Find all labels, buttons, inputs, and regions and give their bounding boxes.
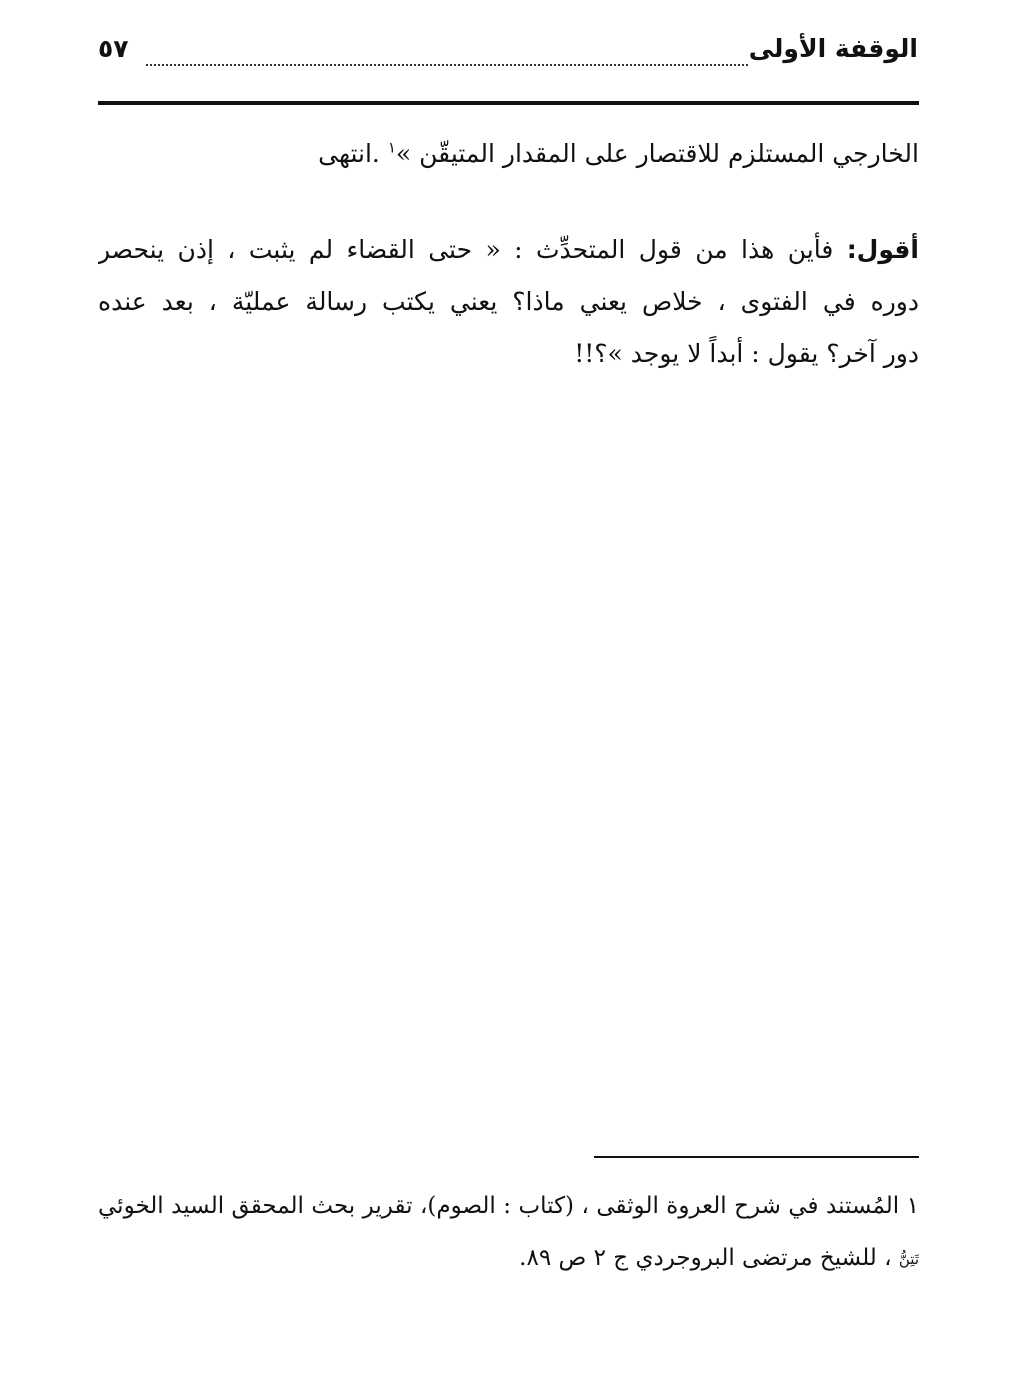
footnote-line-2 [98,1232,919,1284]
footnote-line-1: ١ المُستند في شرح العروة الوثقى ، (كتاب : الصوم)، تقرير بحث المحقق السيد الخوئي [98,1193,919,1219]
paragraph-gap [98,180,919,224]
page-number: ٥٧ [98,34,129,63]
quote-end-text: الخارجي المستلزم للاقتصار على المقدار المتيقّن » [395,139,919,168]
honorific-seal-icon: تَتِنُّ [898,1249,919,1268]
paragraph-2-line-1 [98,224,919,276]
paragraph-2-line-1-text: فأين هذا من قول المتحدِّث : « حتى القضاء لم يثبت ، إذن ينحصر [98,235,847,264]
header-rule [98,101,919,105]
paragraph-1-end: .انتهى [318,139,380,168]
footnote-reference: ١ [387,138,396,157]
paragraph-lead-word: أقول: [846,235,919,264]
paragraph-2-line-2: دوره في الفتوى ، خلاص يعني ماذا؟ يعني يكتب رسالة عمليّة ، بعد عنده [98,287,919,316]
paragraph-1-line-1 [98,128,919,180]
paragraph-2-line-3: دور آخر؟ يقول : أبداً لا يوجد »؟!! [574,339,919,368]
footnote-separator [594,1156,919,1158]
header-dot-leader [146,44,748,66]
main-text [98,128,919,380]
chapter-title: الوقفة الأولى [748,34,918,63]
running-header [98,30,918,74]
footnote-line-2-text: ، للشيخ مرتضى البروجردي ج ٢ ص ٨٩. [519,1245,899,1271]
footnote [98,1180,919,1284]
